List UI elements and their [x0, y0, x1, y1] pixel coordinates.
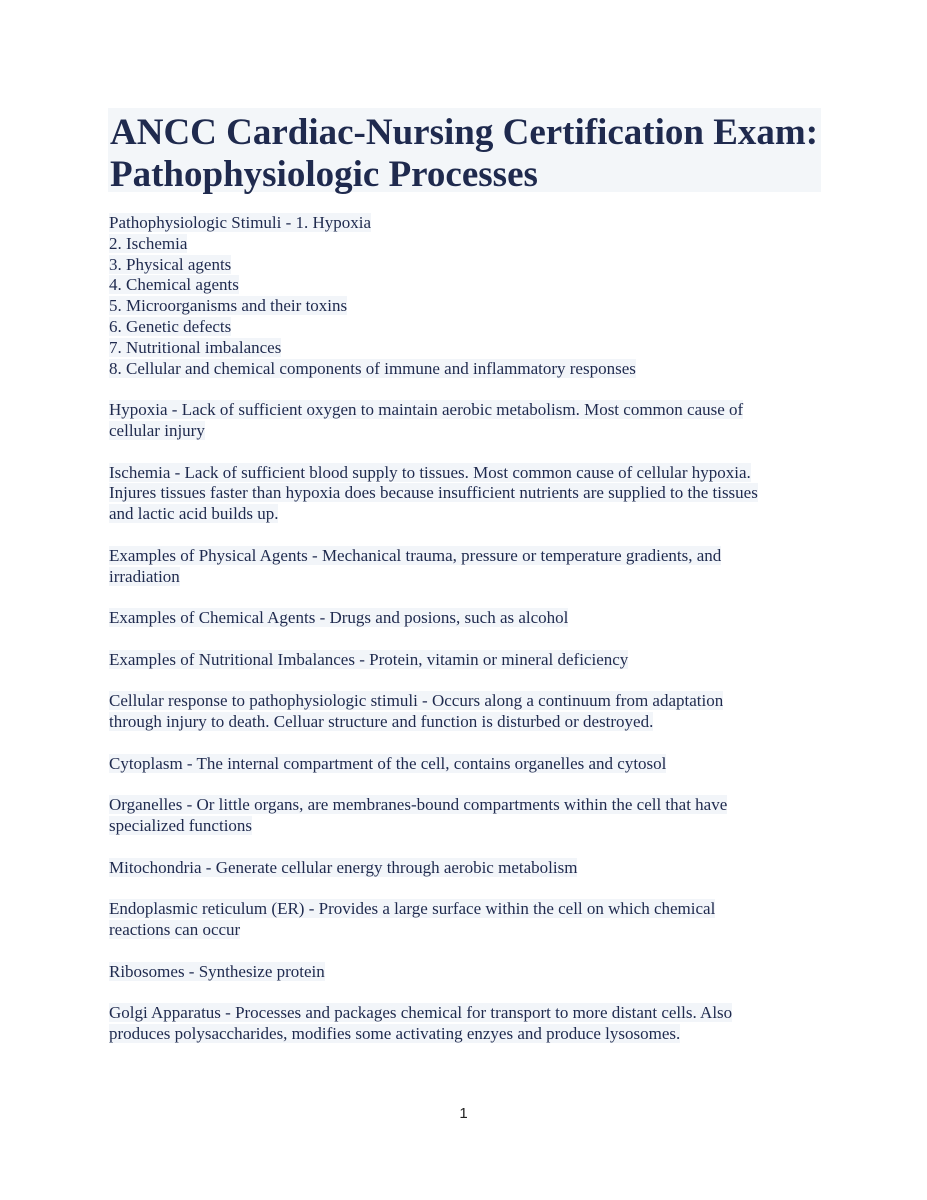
entry-line: [109, 213, 809, 234]
glossary-entry: [109, 213, 809, 379]
entry-line-text: and lactic acid builds up.: [109, 504, 279, 524]
glossary-entry: [109, 858, 809, 879]
page-number: 1: [459, 1105, 468, 1122]
entry-line: [109, 421, 809, 442]
entry-line-text: Golgi Apparatus - Processes and packages chemical for transport to more distant cells. Also: [109, 1003, 733, 1023]
entry-line: [109, 463, 809, 484]
entry-line-text: through injury to death. Celluar structure and function is disturbed or destroyed.: [109, 712, 654, 732]
entry-line: [109, 317, 809, 338]
entry-line: [109, 920, 809, 941]
entry-line: [109, 899, 809, 920]
document-title: [108, 108, 821, 195]
glossary-entry: [109, 546, 809, 588]
entry-line-text: Organelles - Or little organs, are membranes-bound compartments within the cell that have: [109, 795, 728, 815]
glossary-entry: [109, 463, 809, 525]
entry-line: [109, 712, 809, 733]
glossary-entry: [109, 608, 809, 629]
entry-line-text: Endoplasmic reticulum (ER) - Provides a large surface within the cell on which chemical: [109, 899, 716, 919]
entry-line: [109, 858, 809, 879]
entry-line: [109, 608, 809, 629]
entry-line-text: Mitochondria - Generate cellular energy through aerobic metabolism: [109, 857, 578, 877]
glossary-entry: [109, 962, 809, 983]
entry-line: [109, 691, 809, 712]
paragraph-gap: [109, 775, 809, 796]
entry-line-text: Cytoplasm - The internal compartment of the cell, contains organelles and cytosol: [109, 753, 667, 773]
entry-line-text: Pathophysiologic Stimuli - 1. Hypoxia: [109, 213, 372, 232]
entry-line: [109, 816, 809, 837]
entry-line: [109, 296, 809, 317]
entry-line-text: 5. Microorganisms and their toxins: [109, 296, 348, 316]
entry-line-text: irradiation: [109, 566, 180, 586]
entry-line: [109, 338, 809, 359]
entry-line: [109, 400, 809, 421]
glossary-entry: [109, 754, 809, 775]
entry-line-text: Ischemia - Lack of sufficient blood supply to tissues. Most common cause of cellular hypoxia.: [109, 462, 751, 482]
paragraph-gap: [109, 733, 809, 754]
glossary-entry: [109, 691, 809, 733]
entry-line: [109, 275, 809, 296]
entry-line: [109, 962, 809, 983]
paragraph-gap: [109, 982, 809, 1003]
entry-line-text: 4. Chemical agents: [109, 275, 239, 295]
paragraph-gap: [109, 671, 809, 692]
paragraph-gap: [109, 837, 809, 858]
entry-line-text: 2. Ischemia: [109, 233, 188, 253]
entry-line: [109, 255, 809, 276]
glossary-entry: [109, 1003, 809, 1045]
entry-line: [109, 650, 809, 671]
glossary-entry: [109, 650, 809, 671]
entry-line-text: Injures tissues faster than hypoxia does because insufficient nutrients are supplied to the tissues: [109, 483, 758, 503]
entry-line-text: Examples of Nutritional Imbalances - Protein, vitamin or mineral deficiency: [109, 649, 629, 669]
document-body: [109, 213, 809, 1045]
paragraph-gap: [109, 379, 809, 400]
entry-line: [109, 567, 809, 588]
entry-line-text: 7. Nutritional imbalances: [109, 337, 282, 357]
entry-line: [109, 795, 809, 816]
entry-line-text: 3. Physical agents: [109, 254, 232, 274]
paragraph-gap: [109, 941, 809, 962]
glossary-entry: [109, 899, 809, 941]
entry-line-text: Ribosomes - Synthesize protein: [109, 961, 325, 981]
entry-line-text: Hypoxia - Lack of sufficient oxygen to maintain aerobic metabolism. Most common cause of: [109, 400, 744, 420]
paragraph-gap: [109, 525, 809, 546]
entry-line-text: specialized functions: [109, 816, 253, 836]
entry-line: [109, 1024, 809, 1045]
entry-line-text: cellular injury: [109, 420, 205, 440]
paragraph-gap: [109, 442, 809, 463]
title-line-1: ANCC Cardiac-Nursing Certification Exam:: [110, 112, 819, 153]
entry-line: [109, 1003, 809, 1024]
entry-line: [109, 483, 809, 504]
entry-line-text: 6. Genetic defects: [109, 316, 232, 336]
glossary-entry: [109, 400, 809, 442]
entry-line: [109, 234, 809, 255]
paragraph-gap: [109, 879, 809, 900]
entry-line-text: produces polysaccharides, modifies some activating enzyes and produce lysosomes.: [109, 1024, 681, 1044]
entry-line-text: Examples of Chemical Agents - Drugs and posions, such as alcohol: [109, 608, 569, 628]
entry-line-text: 8. Cellular and chemical components of immune and inflammatory responses: [109, 358, 636, 378]
entry-line: [109, 504, 809, 525]
paragraph-gap: [109, 587, 809, 608]
entry-line: [109, 359, 809, 380]
title-line-2: Pathophysiologic Processes: [110, 154, 538, 195]
entry-line: [109, 754, 809, 775]
entry-line-text: Cellular response to pathophysiologic stimuli - Occurs along a continuum from adaptation: [109, 691, 724, 711]
paragraph-gap: [109, 629, 809, 650]
entry-line-text: reactions can occur: [109, 920, 241, 940]
entry-line-text: Examples of Physical Agents - Mechanical trauma, pressure or temperature gradients, and: [109, 545, 722, 565]
entry-line: [109, 546, 809, 567]
glossary-entry: [109, 795, 809, 837]
